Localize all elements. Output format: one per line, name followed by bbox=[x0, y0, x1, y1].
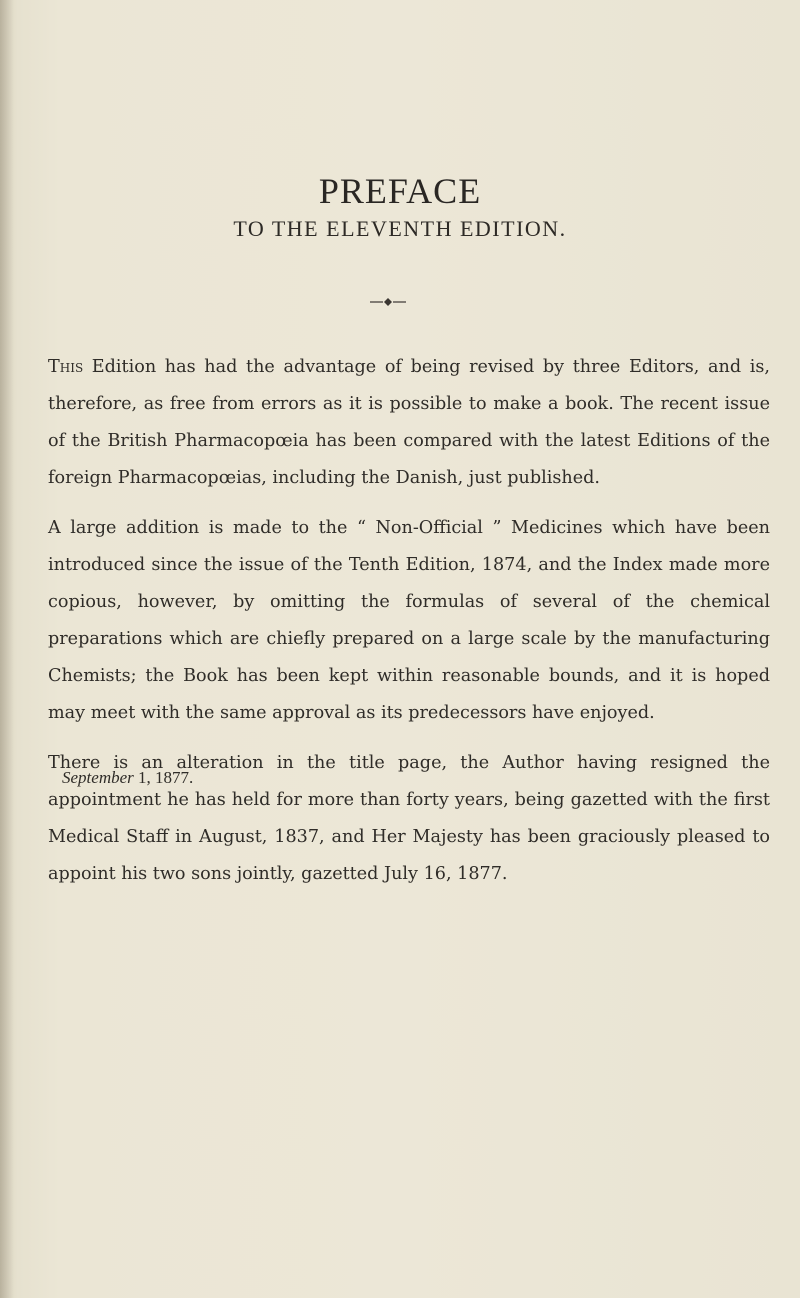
paragraph-text: A large addition is made to the “ Non-Official ” Medicines which have been introduced since the issue of the Tenth Edition, 1874, and the Index made more copious, however, by omitting the formulas of several of the chemical preparations which are chiefly prepared on a large scale by the manufacturing Chemists; the Book has been kept within reasonable bounds, and it is hoped may meet with the same approval as its predecessors have enjoyed. bbox=[48, 518, 770, 723]
page-title: PREFACE bbox=[318, 171, 482, 211]
preface-body bbox=[48, 349, 770, 906]
paragraph-text: There is an alteration in the title page, the Author having resigned the appointment he has held for more than forty years, being gazetted with the first Medical Staff in August, 1837, and Her Majesty has been graciously pleased to appoint his two sons jointly, gazetted July 16, 1877. bbox=[48, 753, 770, 884]
paragraph-text: Edition has had the advantage of being revised by three Editors, and is, therefore, as free from errors as it is possible to make a book. The recent issue of the British Pharmacopœia has been compared with the latest Editions of the foreign Pharmacopœias, including the Danish, just published. bbox=[48, 357, 770, 488]
dateline bbox=[62, 768, 193, 788]
paragraph-1 bbox=[48, 349, 770, 497]
paragraph-lead-word: This bbox=[48, 357, 84, 377]
paragraph-2 bbox=[48, 510, 770, 732]
dateline-rest: 1, 1877. bbox=[133, 768, 194, 787]
diamond-rule-ornament-icon bbox=[370, 296, 406, 308]
dateline-month: September bbox=[62, 768, 134, 787]
page-subtitle: TO THE ELEVENTH EDITION. bbox=[233, 216, 567, 241]
